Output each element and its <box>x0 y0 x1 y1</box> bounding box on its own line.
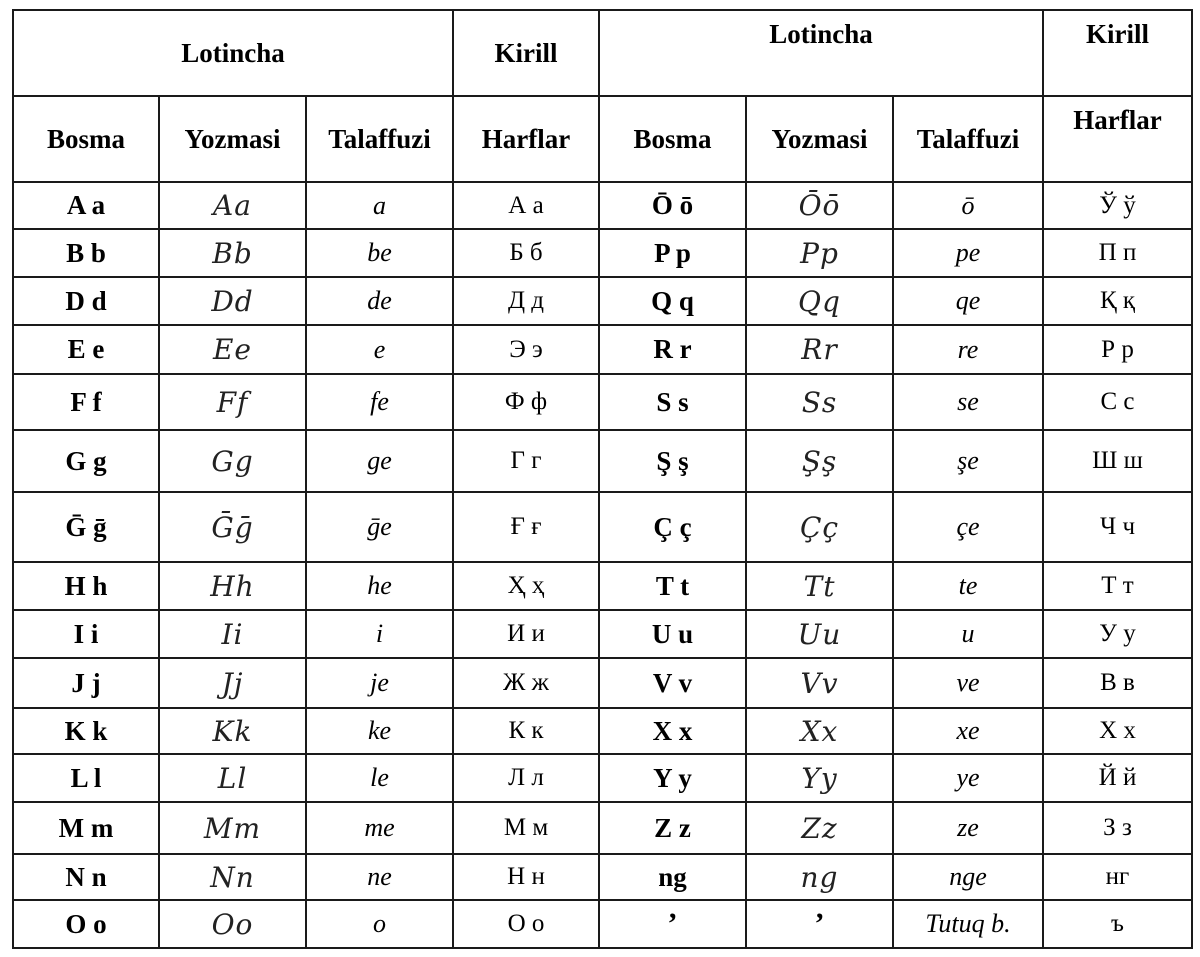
header-row-columns <box>13 96 1192 182</box>
table-row <box>13 277 1192 325</box>
table-row <box>13 562 1192 610</box>
yozmasi-left-cell: Gg <box>159 430 306 492</box>
yozmasi-right-cell: Tt <box>746 562 893 610</box>
talaffuzi-left-cell: o <box>306 900 453 948</box>
header-lotincha-left: Lotincha <box>13 10 453 96</box>
harflar-right-cell: Ч ч <box>1043 492 1192 562</box>
harflar-left-cell: А а <box>453 182 599 229</box>
yozmasi-left-cell: Ff <box>159 374 306 430</box>
yozmasi-left-cell: Ll <box>159 754 306 802</box>
harflar-right-cell: В в <box>1043 658 1192 708</box>
talaffuzi-right-cell: ze <box>893 802 1043 854</box>
header-lotincha-right: Lotincha <box>599 10 1043 96</box>
table-row <box>13 229 1192 277</box>
col-header-yozmasi-right: Yozmasi <box>746 96 893 182</box>
bosma-right-cell: ng <box>599 854 746 900</box>
bosma-left-cell: Ḡ ḡ <box>13 492 159 562</box>
yozmasi-right-cell: Rr <box>746 325 893 374</box>
bosma-right-cell: Ç ç <box>599 492 746 562</box>
harflar-left-cell: И и <box>453 610 599 658</box>
harflar-right-cell: Т т <box>1043 562 1192 610</box>
bosma-left-cell: N n <box>13 854 159 900</box>
harflar-left-cell: Л л <box>453 754 599 802</box>
talaffuzi-right-cell: u <box>893 610 1043 658</box>
table-row <box>13 430 1192 492</box>
table-row <box>13 754 1192 802</box>
bosma-right-cell: X x <box>599 708 746 754</box>
talaffuzi-left-cell: fe <box>306 374 453 430</box>
yozmasi-left-cell: Ii <box>159 610 306 658</box>
harflar-right-cell: З з <box>1043 802 1192 854</box>
talaffuzi-right-cell: xe <box>893 708 1043 754</box>
talaffuzi-left-cell: i <box>306 610 453 658</box>
table-row <box>13 802 1192 854</box>
talaffuzi-right-cell: qe <box>893 277 1043 325</box>
bosma-left-cell: H h <box>13 562 159 610</box>
yozmasi-right-cell: ’ <box>746 900 893 948</box>
talaffuzi-right-cell: nge <box>893 854 1043 900</box>
bosma-left-cell: I i <box>13 610 159 658</box>
yozmasi-right-cell: Şş <box>746 430 893 492</box>
col-header-yozmasi-left: Yozmasi <box>159 96 306 182</box>
yozmasi-left-cell: Mm <box>159 802 306 854</box>
harflar-right-cell: ъ <box>1043 900 1192 948</box>
bosma-left-cell: J j <box>13 658 159 708</box>
harflar-right-cell: С с <box>1043 374 1192 430</box>
harflar-right-cell: Х х <box>1043 708 1192 754</box>
harflar-left-cell: К к <box>453 708 599 754</box>
yozmasi-left-cell: Ḡḡ <box>159 492 306 562</box>
harflar-left-cell: Д д <box>453 277 599 325</box>
col-header-talaffuzi-right: Talaffuzi <box>893 96 1043 182</box>
bosma-right-cell: Q q <box>599 277 746 325</box>
bosma-left-cell: G g <box>13 430 159 492</box>
talaffuzi-right-cell: ō <box>893 182 1043 229</box>
table-row <box>13 658 1192 708</box>
col-header-talaffuzi-left: Talaffuzi <box>306 96 453 182</box>
yozmasi-left-cell: Aa <box>159 182 306 229</box>
talaffuzi-left-cell: e <box>306 325 453 374</box>
talaffuzi-right-cell: çe <box>893 492 1043 562</box>
talaffuzi-left-cell: ke <box>306 708 453 754</box>
header-row-top <box>13 10 1192 96</box>
harflar-left-cell: М м <box>453 802 599 854</box>
bosma-right-cell: P p <box>599 229 746 277</box>
talaffuzi-right-cell: ve <box>893 658 1043 708</box>
table-row <box>13 325 1192 374</box>
talaffuzi-left-cell: me <box>306 802 453 854</box>
talaffuzi-left-cell: be <box>306 229 453 277</box>
yozmasi-left-cell: Nn <box>159 854 306 900</box>
bosma-left-cell: L l <box>13 754 159 802</box>
talaffuzi-left-cell: je <box>306 658 453 708</box>
bosma-right-cell: Z z <box>599 802 746 854</box>
yozmasi-left-cell: Oo <box>159 900 306 948</box>
bosma-right-cell: Y y <box>599 754 746 802</box>
table-row <box>13 374 1192 430</box>
bosma-right-cell: R r <box>599 325 746 374</box>
col-header-bosma-right: Bosma <box>599 96 746 182</box>
bosma-right-cell: Ō ō <box>599 182 746 229</box>
harflar-left-cell: Ф ф <box>453 374 599 430</box>
talaffuzi-right-cell: şe <box>893 430 1043 492</box>
yozmasi-right-cell: Qq <box>746 277 893 325</box>
harflar-left-cell: Н н <box>453 854 599 900</box>
yozmasi-right-cell: Ss <box>746 374 893 430</box>
col-header-harflar-right: Harflar <box>1043 96 1192 182</box>
alphabet-table <box>12 9 1193 949</box>
yozmasi-right-cell: Çç <box>746 492 893 562</box>
bosma-left-cell: D d <box>13 277 159 325</box>
talaffuzi-left-cell: ne <box>306 854 453 900</box>
bosma-left-cell: A a <box>13 182 159 229</box>
table-row <box>13 854 1192 900</box>
harflar-right-cell: Р р <box>1043 325 1192 374</box>
yozmasi-left-cell: Kk <box>159 708 306 754</box>
talaffuzi-right-cell: se <box>893 374 1043 430</box>
table-row <box>13 610 1192 658</box>
table-row <box>13 708 1192 754</box>
harflar-right-cell: Қ қ <box>1043 277 1192 325</box>
bosma-right-cell: V v <box>599 658 746 708</box>
harflar-right-cell: Ў ў <box>1043 182 1192 229</box>
yozmasi-right-cell: Zz <box>746 802 893 854</box>
talaffuzi-left-cell: de <box>306 277 453 325</box>
yozmasi-right-cell: Vv <box>746 658 893 708</box>
harflar-left-cell: Г г <box>453 430 599 492</box>
yozmasi-right-cell: Ōō <box>746 182 893 229</box>
yozmasi-right-cell: Yy <box>746 754 893 802</box>
talaffuzi-right-cell: re <box>893 325 1043 374</box>
harflar-left-cell: Ж ж <box>453 658 599 708</box>
bosma-right-cell: ’ <box>599 900 746 948</box>
yozmasi-right-cell: ng <box>746 854 893 900</box>
yozmasi-left-cell: Ee <box>159 325 306 374</box>
harflar-right-cell: Й й <box>1043 754 1192 802</box>
talaffuzi-right-cell: te <box>893 562 1043 610</box>
col-header-bosma-left: Bosma <box>13 96 159 182</box>
header-kirill-left: Kirill <box>453 10 599 96</box>
talaffuzi-left-cell: le <box>306 754 453 802</box>
harflar-right-cell: Ш ш <box>1043 430 1192 492</box>
table-row <box>13 900 1192 948</box>
talaffuzi-left-cell: he <box>306 562 453 610</box>
harflar-left-cell: Б б <box>453 229 599 277</box>
yozmasi-left-cell: Hh <box>159 562 306 610</box>
yozmasi-right-cell: Uu <box>746 610 893 658</box>
bosma-left-cell: F f <box>13 374 159 430</box>
harflar-left-cell: Э э <box>453 325 599 374</box>
bosma-right-cell: U u <box>599 610 746 658</box>
talaffuzi-right-cell: Tutuq b. <box>893 900 1043 948</box>
harflar-right-cell: П п <box>1043 229 1192 277</box>
bosma-left-cell: K k <box>13 708 159 754</box>
table-row <box>13 182 1192 229</box>
bosma-left-cell: M m <box>13 802 159 854</box>
harflar-left-cell: Ғ ғ <box>453 492 599 562</box>
harflar-left-cell: Ҳ ҳ <box>453 562 599 610</box>
bosma-left-cell: E e <box>13 325 159 374</box>
talaffuzi-left-cell: ḡe <box>306 492 453 562</box>
yozmasi-right-cell: Xx <box>746 708 893 754</box>
yozmasi-right-cell: Pp <box>746 229 893 277</box>
col-header-harflar-left: Harflar <box>453 96 599 182</box>
harflar-left-cell: О о <box>453 900 599 948</box>
yozmasi-left-cell: Dd <box>159 277 306 325</box>
table-row <box>13 492 1192 562</box>
bosma-left-cell: B b <box>13 229 159 277</box>
harflar-right-cell: У у <box>1043 610 1192 658</box>
header-kirill-right: Kirill <box>1043 10 1192 96</box>
bosma-right-cell: T t <box>599 562 746 610</box>
talaffuzi-left-cell: ge <box>306 430 453 492</box>
talaffuzi-left-cell: a <box>306 182 453 229</box>
harflar-right-cell: нг <box>1043 854 1192 900</box>
yozmasi-left-cell: Jj <box>159 658 306 708</box>
bosma-left-cell: O o <box>13 900 159 948</box>
bosma-right-cell: Ş ş <box>599 430 746 492</box>
bosma-right-cell: S s <box>599 374 746 430</box>
yozmasi-left-cell: Bb <box>159 229 306 277</box>
talaffuzi-right-cell: pe <box>893 229 1043 277</box>
talaffuzi-right-cell: ye <box>893 754 1043 802</box>
